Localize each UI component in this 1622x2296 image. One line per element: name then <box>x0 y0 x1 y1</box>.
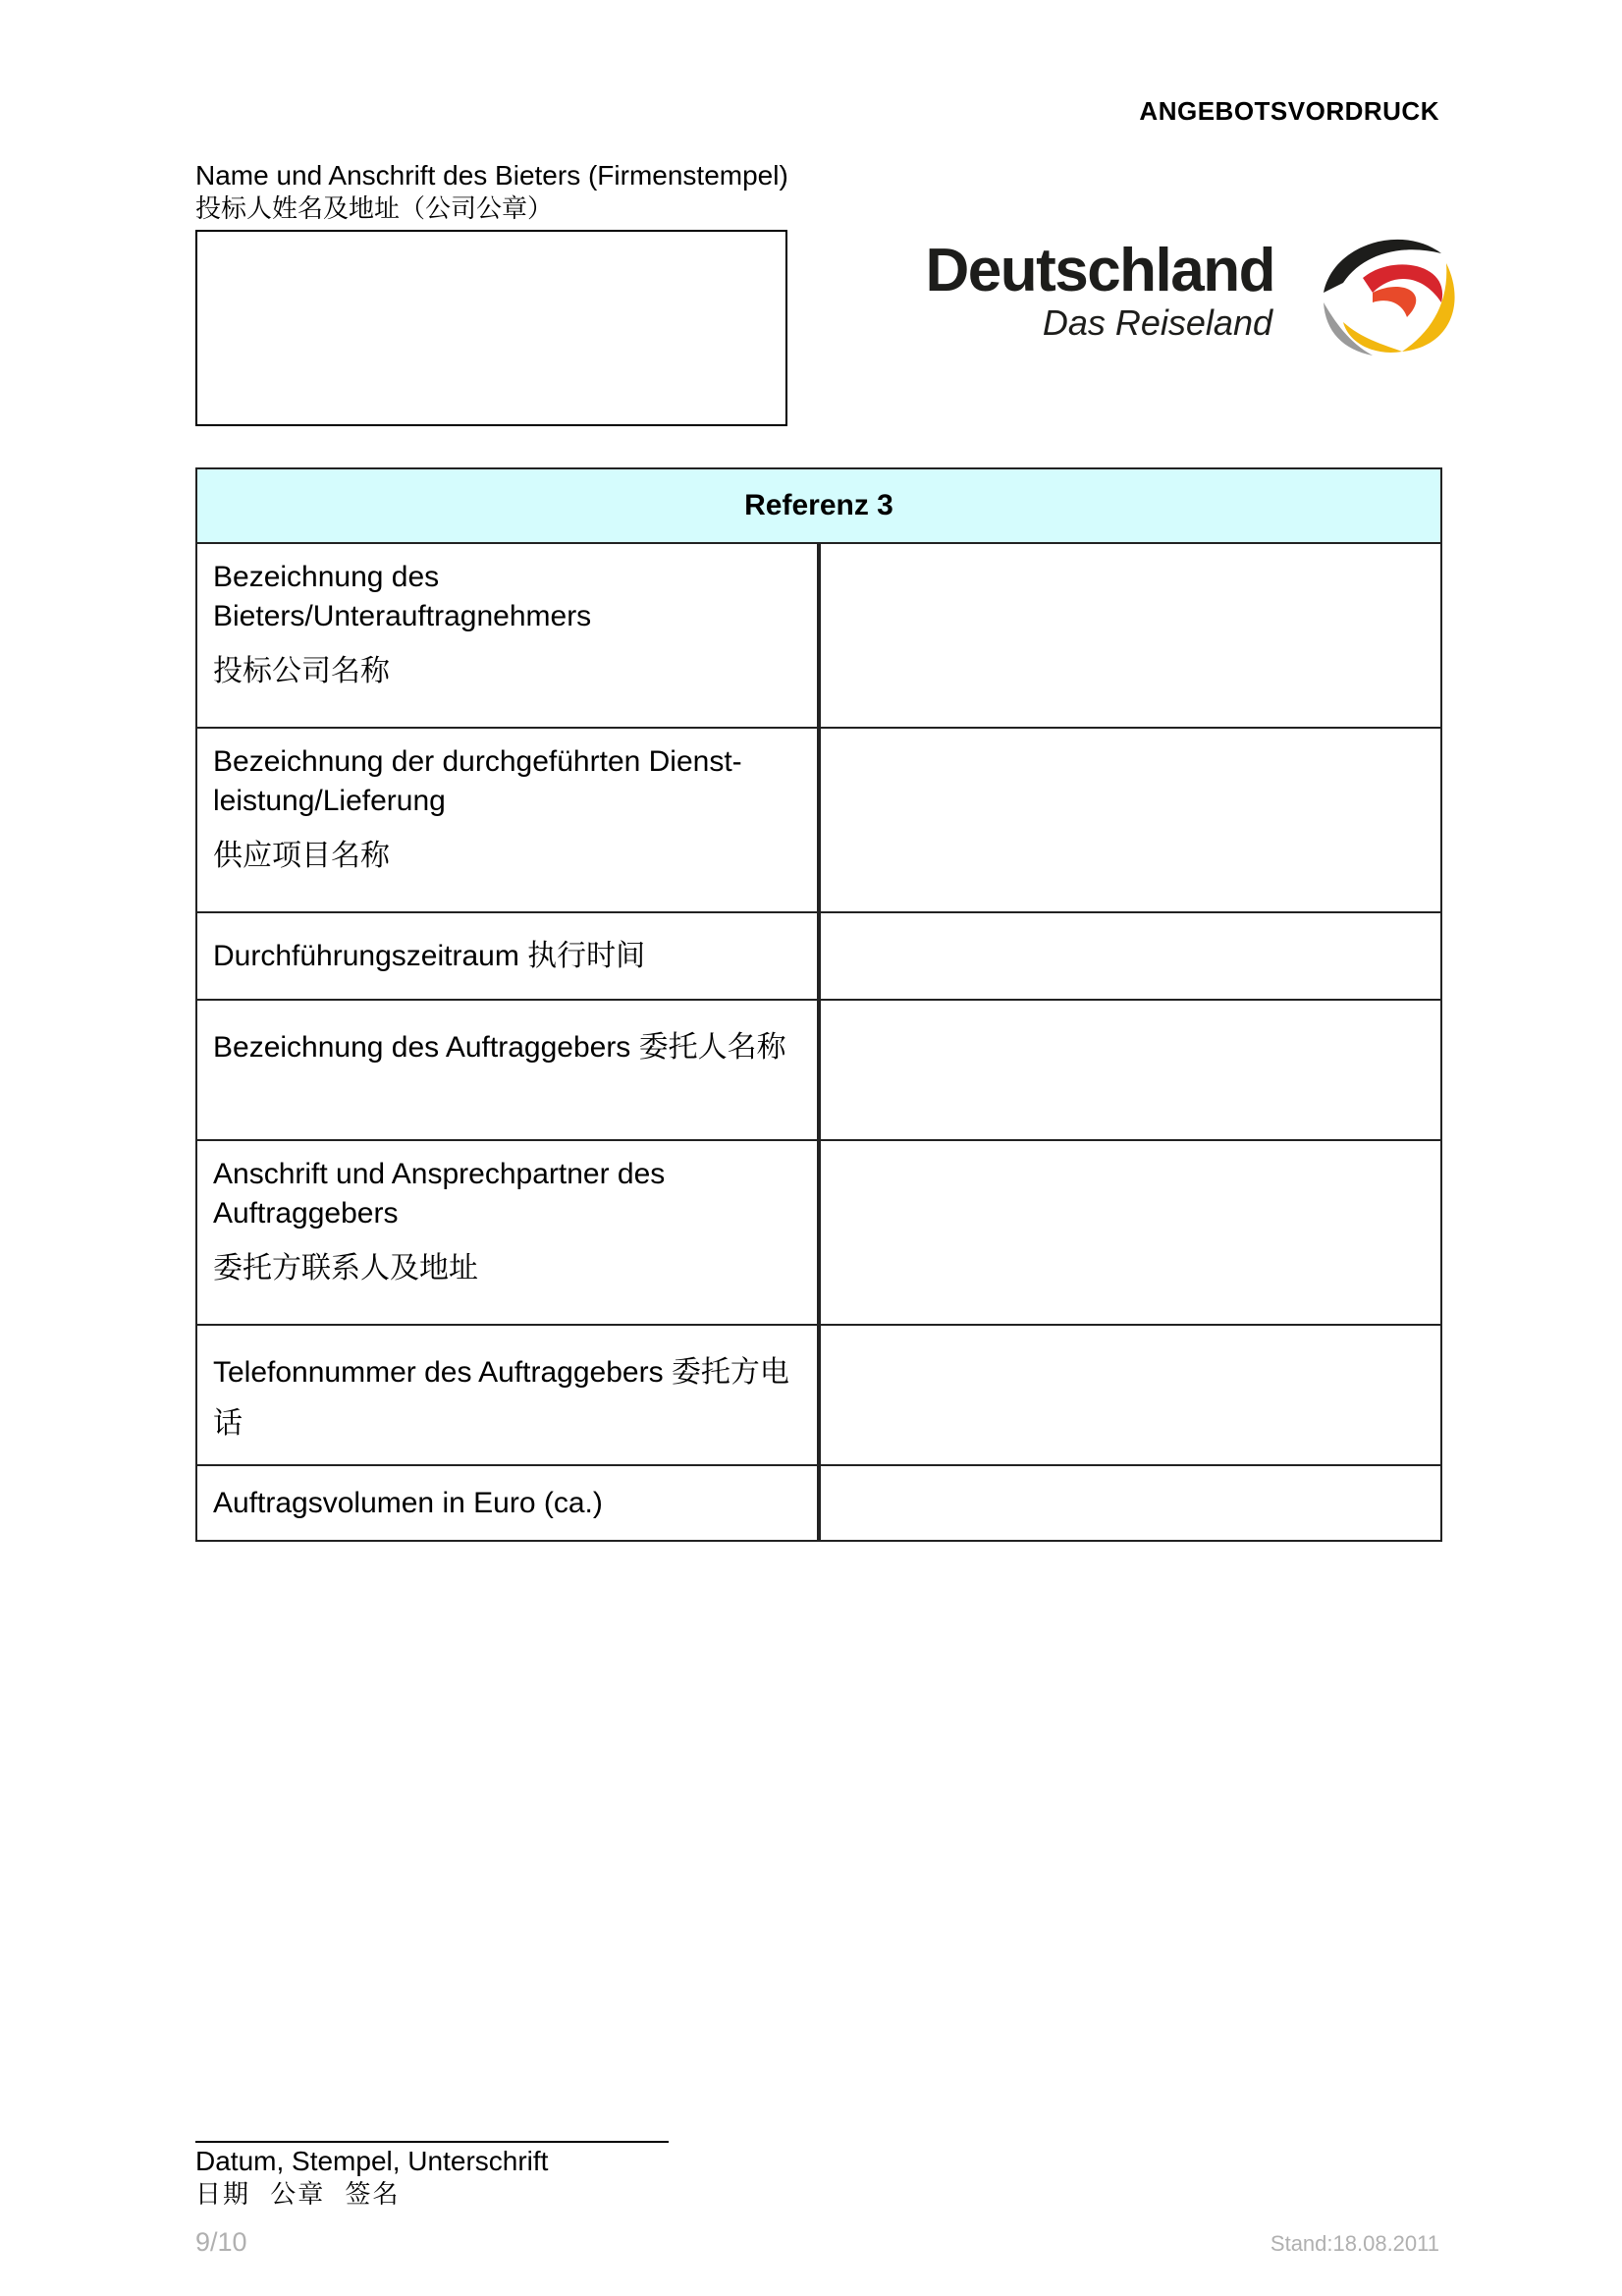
table-row-value-field[interactable] <box>819 1140 1441 1325</box>
row-label-de: Anschrift und Ansprechpartner des Auftraggebers <box>213 1158 666 1230</box>
table-row-label <box>196 1465 819 1541</box>
bidder-label-de: Name und Anschrift des Bieters (Firmenstempel) <box>195 160 788 191</box>
table-row-value-field[interactable] <box>819 1465 1441 1541</box>
bidder-label <box>195 159 788 226</box>
page-number: 9/10 <box>195 2227 247 2257</box>
deutschland-logo <box>925 224 1461 361</box>
signature-label-cn: 日期 公章 签名 <box>195 2180 401 2210</box>
logo-wordmark: Deutschland <box>925 237 1274 304</box>
reference-table <box>195 467 1442 1542</box>
table-row-label <box>196 1325 819 1465</box>
signature-label <box>195 2145 548 2212</box>
table-row-label <box>196 728 819 912</box>
row-label-de: Durchführungszeitraum 执行时间 <box>213 940 646 972</box>
table-row-label <box>196 1140 819 1325</box>
row-label-de: Bezeichnung des Bieters/Unterauftragnehmers <box>213 561 592 632</box>
row-label-cn: 投标公司名称 <box>213 655 390 687</box>
logo-subtitle: Das Reiseland <box>1042 302 1272 343</box>
table-row-value-field[interactable] <box>819 912 1441 1000</box>
table-row-value-field[interactable] <box>819 1000 1441 1140</box>
document-title: ANGEBOTSVORDRUCK <box>1139 96 1439 126</box>
row-label-cn: 委托方联系人及地址 <box>213 1252 478 1285</box>
table-row-label <box>196 543 819 728</box>
revision-date: Stand:18.08.2011 <box>1270 2231 1439 2256</box>
row-label-de: Auftragsvolumen in Euro (ca.) <box>213 1487 603 1519</box>
signature-line[interactable] <box>195 2141 669 2143</box>
table-row-label <box>196 912 819 1000</box>
row-label-de: Bezeichnung der durchgeführten Dienst-leistung/Lieferung <box>213 745 742 817</box>
signature-label-de: Datum, Stempel, Unterschrift <box>195 2146 549 2176</box>
table-row-label <box>196 1000 819 1140</box>
table-row-value-field[interactable] <box>819 728 1441 912</box>
row-label-de: Bezeichnung des Auftraggebers 委托人名称 <box>213 1031 786 1064</box>
reference-table-title: Referenz 3 <box>196 468 1441 543</box>
row-label-de: Telefonnummer des Auftraggebers 委托方电话 <box>213 1356 789 1440</box>
logo-swoosh-icon <box>1304 224 1461 361</box>
table-row-value-field[interactable] <box>819 543 1441 728</box>
row-label-cn: 供应项目名称 <box>213 840 390 872</box>
bidder-label-cn: 投标人姓名及地址（公司公章） <box>195 194 554 224</box>
company-stamp-box[interactable] <box>195 230 787 426</box>
table-row-value-field[interactable] <box>819 1325 1441 1465</box>
